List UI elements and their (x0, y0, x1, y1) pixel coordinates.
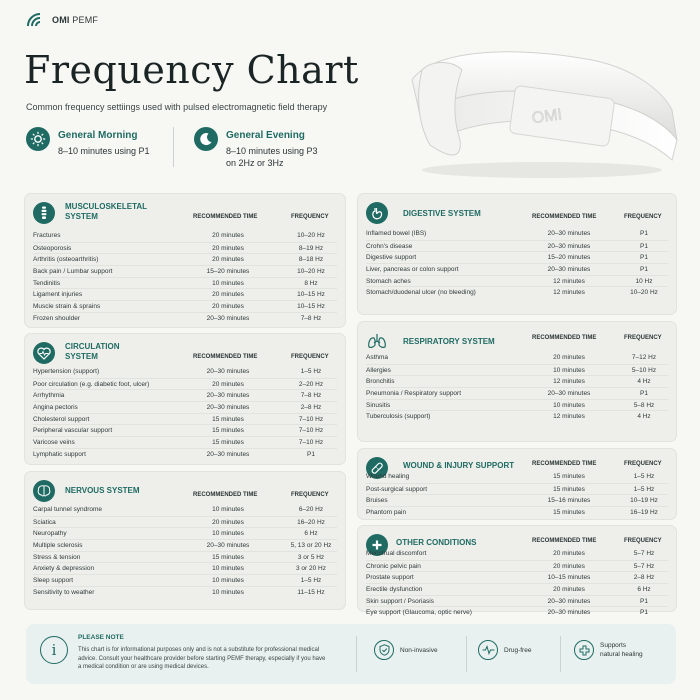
table-row (33, 448, 337, 460)
session-evening (194, 127, 318, 169)
frequency-cell: P1 (640, 230, 648, 237)
table-row (33, 413, 337, 425)
condition-cell: Phantom pain (366, 509, 407, 517)
col-header-frequency: FREQUENCY (291, 492, 329, 498)
col-header-time: RECOMMENDED TIME (193, 354, 258, 360)
condition-cell: Prostate support (366, 574, 414, 582)
time-cell: 15–20 minutes (206, 268, 250, 276)
table-row (33, 277, 337, 289)
col-header-time: RECOMMENDED TIME (532, 335, 597, 341)
badge-label: Supports natural healing (600, 642, 643, 658)
frequency-cell: 10–20 Hz (297, 268, 325, 276)
table-row (33, 551, 337, 563)
time-cell: 20 minutes (212, 244, 244, 252)
time-cell: 10 minutes (212, 279, 244, 287)
table-row (33, 230, 337, 242)
condition-cell: Back pain / Lumbar support (33, 268, 113, 276)
time-cell: 20–30 minutes (206, 450, 250, 458)
col-header-time: RECOMMENDED TIME (532, 538, 597, 544)
shield-check-icon (374, 640, 394, 660)
time-cell: 12 minutes (553, 378, 585, 386)
session-desc: 8–10 minutes using P3 on 2Hz or 3Hz (226, 146, 318, 168)
table-body (366, 228, 668, 298)
time-cell: 15–20 minutes (547, 254, 591, 262)
time-cell: 10 minutes (553, 366, 585, 374)
time-cell: 20 minutes (212, 380, 244, 388)
condition-cell: Tuberculosis (support) (366, 413, 431, 421)
frequency-cell: 1–5 Hz (300, 368, 322, 375)
time-cell: 20 minutes (212, 256, 244, 264)
time-cell: 20–30 minutes (547, 390, 591, 398)
stomach-icon (366, 202, 388, 224)
table-row (366, 286, 668, 298)
table-row (33, 312, 337, 324)
table-row (366, 583, 668, 595)
divider (560, 636, 561, 672)
table-row (33, 366, 337, 378)
frequency-cell: 11–15 Hz (297, 588, 325, 596)
table-body (33, 504, 337, 598)
wifi-signal-icon (26, 12, 46, 28)
frequency-cell: 3 or 20 Hz (296, 565, 326, 573)
table-row (33, 288, 337, 300)
frequency-cell: 5, 13 or 20 Hz (290, 542, 332, 550)
table-row (33, 401, 337, 413)
condition-cell: Angina pectoris (33, 404, 78, 412)
card-title: OTHER CONDITIONS (396, 538, 477, 547)
time-cell: 15 minutes (553, 485, 585, 493)
condition-cell: Carpal tunnel syndrome (33, 506, 103, 513)
time-cell: 10 minutes (553, 401, 585, 409)
frequency-cell: 7–10 Hz (298, 439, 324, 447)
session-desc: 8–10 minutes using P1 (58, 146, 150, 156)
table-body (33, 230, 337, 324)
frequency-cell: 7–8 Hz (300, 392, 322, 400)
frequency-cell: 2–20 Hz (298, 380, 324, 388)
table-row (366, 275, 668, 287)
moon-icon (194, 127, 218, 151)
sun-icon (26, 127, 50, 151)
brand-name: OMI PEMF (52, 15, 99, 25)
time-cell: 10 minutes (212, 530, 244, 538)
condition-cell: Stomach aches (366, 277, 411, 285)
condition-cell: Muscle strain & sprains (33, 303, 101, 311)
frequency-cell: P1 (640, 266, 648, 274)
time-cell: 15 minutes (553, 509, 585, 517)
frequency-cell: 6 Hz (637, 586, 651, 594)
condition-cell: Stomach/duodenal ulcer (no bleeding) (366, 289, 476, 297)
frequency-cell: 10–20 Hz (630, 289, 658, 297)
frequency-cell: 6 Hz (304, 530, 318, 538)
frequency-cell: P1 (640, 242, 648, 250)
condition-cell: Pneumonia / Respiratory support (366, 390, 462, 398)
table-row (33, 527, 337, 539)
table-row (33, 242, 337, 254)
table-row (33, 516, 337, 528)
table-row (366, 251, 668, 263)
badge-label: Non-invasive (400, 646, 438, 654)
col-header-time: RECOMMENDED TIME (193, 214, 258, 220)
brand-logo (26, 12, 98, 28)
lungs-icon (366, 330, 388, 352)
frequency-cell: P1 (640, 254, 648, 262)
badge-non-invasive (374, 640, 438, 660)
time-cell: 15 minutes (212, 439, 244, 447)
frequency-cell: 7–10 Hz (298, 427, 324, 435)
table-row (366, 506, 668, 518)
card-title: CIRCULATION SYSTEM (65, 342, 120, 361)
condition-cell: Sleep support (33, 577, 74, 585)
frequency-cell: 5–7 Hz (633, 562, 655, 570)
condition-cell: Sinusitis (366, 401, 391, 409)
table-row (33, 574, 337, 586)
frequency-cell: 10–15 Hz (297, 303, 325, 311)
card-respiratory-system (357, 321, 677, 442)
frequency-cell: 2–8 Hz (300, 404, 322, 412)
session-morning (26, 127, 150, 157)
condition-cell: Allergies (366, 366, 391, 374)
condition-cell: Ligament injuries (33, 291, 83, 299)
note-title: PLEASE NOTE (78, 634, 124, 641)
table-row (33, 562, 337, 574)
frequency-cell: 5–8 Hz (633, 401, 655, 409)
time-cell: 20–30 minutes (547, 609, 591, 617)
table-body (366, 548, 668, 618)
table-row (33, 253, 337, 265)
card-circulation (24, 333, 346, 465)
condition-cell: Bronchitis (366, 378, 395, 386)
condition-cell: Arthritis (osteoarthritis) (33, 256, 99, 264)
card-title: NERVOUS SYSTEM (65, 486, 140, 495)
condition-cell: Cholesterol support (33, 415, 90, 423)
table-row (366, 560, 668, 572)
condition-cell: Peripheral vascular support (33, 427, 113, 435)
time-cell: 15 minutes (212, 415, 244, 423)
frequency-cell: 1–5 Hz (300, 577, 322, 585)
badge-label: Drug-free (504, 646, 532, 654)
time-cell: 10–15 minutes (547, 574, 591, 582)
time-cell: 15–16 minutes (547, 497, 591, 505)
col-header-time: RECOMMENDED TIME (193, 492, 258, 498)
pemf-belt-image (392, 30, 692, 180)
time-cell: 20–30 minutes (206, 314, 250, 322)
badge-drug-free (478, 640, 531, 660)
condition-cell: Anxiety & depression (33, 565, 95, 573)
condition-cell: Frozen shoulder (33, 314, 80, 322)
condition-cell: Varicose veins (33, 439, 75, 447)
col-header-frequency: FREQUENCY (291, 214, 329, 220)
table-row (33, 504, 337, 516)
note-body: This chart is for informational purposes only and is not a substitute for professional medical advice. Consult your healthcare provider before starting PEMF therapy, especially if you have a medical condition or are using medical devices. (78, 647, 326, 670)
frequency-cell: 10–19 Hz (630, 497, 658, 505)
cross-circle-icon (574, 640, 594, 660)
frequency-cell: 10 Hz (635, 277, 653, 285)
frequency-cell: 8–19 Hz (298, 244, 324, 252)
condition-cell: Digestive support (366, 254, 417, 262)
time-cell: 20 minutes (212, 518, 244, 526)
table-row (366, 228, 668, 240)
condition-cell: Fractures (33, 232, 61, 239)
table-row (366, 364, 668, 376)
card-digestive-system (357, 193, 677, 315)
disclaimer-note (26, 624, 676, 684)
card-title: DIGESTIVE SYSTEM (403, 209, 481, 218)
time-cell: 20–30 minutes (547, 242, 591, 250)
condition-cell: Wound healing (366, 473, 410, 480)
table-row (366, 240, 668, 252)
info-icon: i (40, 636, 68, 664)
frequency-cell: 10–20 Hz (297, 232, 325, 239)
card-other-conditions (357, 525, 677, 617)
frequency-cell: P1 (307, 450, 315, 458)
condition-cell: Liver, pancreas or colon support (366, 266, 459, 274)
condition-cell: Arrhythmia (33, 392, 65, 400)
badge-natural-healing (574, 640, 643, 660)
condition-cell: Erectile dysfunction (366, 586, 423, 594)
table-body (366, 471, 668, 518)
col-header-time: RECOMMENDED TIME (532, 214, 597, 220)
time-cell: 10 minutes (212, 506, 244, 513)
table-row (366, 483, 668, 495)
time-cell: 20–30 minutes (547, 230, 591, 237)
table-row (33, 300, 337, 312)
page-subtitle: Common frequency settiings used with pulsed electromagnetic field therapy (26, 102, 328, 112)
time-cell: 10 minutes (212, 588, 244, 596)
product-logo-text: OMI (530, 106, 564, 128)
table-row (366, 471, 668, 483)
time-cell: 12 minutes (553, 277, 585, 285)
card-title: WOUND & INJURY SUPPORT (403, 461, 515, 470)
condition-cell: Sensitivity to weather (33, 588, 95, 596)
condition-cell: Multiple sclerosis (33, 542, 83, 550)
time-cell: 12 minutes (553, 413, 585, 421)
table-row (366, 352, 668, 364)
frequency-cell: 5–10 Hz (631, 366, 657, 374)
condition-cell: Post-surgical support (366, 485, 428, 493)
divider (356, 636, 357, 672)
frequency-cell: P1 (640, 390, 648, 398)
frequency-cell: 4 Hz (637, 378, 651, 386)
frequency-cell: P1 (640, 609, 648, 617)
table-row (33, 539, 337, 551)
table-row (366, 375, 668, 387)
table-row (366, 606, 668, 618)
condition-cell: Bruises (366, 497, 388, 505)
time-cell: 20 minutes (553, 550, 585, 557)
condition-cell: Sciatica (33, 518, 56, 526)
table-row (366, 387, 668, 399)
condition-cell: Chronic pelvic pain (366, 562, 421, 570)
table-row (366, 595, 668, 607)
condition-cell: Eye support (Glaucoma, optic nerve) (366, 609, 472, 617)
frequency-cell: 2–8 Hz (633, 574, 655, 582)
col-header-frequency: FREQUENCY (291, 354, 329, 360)
time-cell: 20–30 minutes (547, 597, 591, 605)
frequency-cell: 4 Hz (637, 413, 651, 421)
condition-cell: Asthma (366, 354, 389, 361)
table-row (33, 378, 337, 390)
pulse-icon (478, 640, 498, 660)
table-body (366, 352, 668, 422)
table-row (366, 548, 668, 560)
condition-cell: Stress & tension (33, 553, 81, 561)
session-title: General Evening (226, 130, 305, 141)
frequency-cell: 1–5 Hz (633, 485, 655, 493)
time-cell: 20 minutes (212, 291, 244, 299)
condition-cell: Neuropathy (33, 530, 67, 538)
time-cell: 20 minutes (212, 303, 244, 311)
frequency-cell: 6–20 Hz (298, 506, 324, 513)
frequency-cell: 3 or 5 Hz (297, 553, 325, 561)
condition-cell: Poor circulation (e.g. diabetic foot, ulcer) (33, 380, 150, 388)
condition-cell: Osteoporosis (33, 244, 72, 252)
time-cell: 20 minutes (212, 232, 244, 239)
frequency-cell: 7–10 Hz (298, 415, 324, 423)
divider (466, 636, 467, 672)
frequency-cell: 7–8 Hz (300, 314, 322, 322)
session-title: General Morning (58, 130, 138, 141)
divider (173, 127, 174, 167)
condition-cell: Skin support / Psoriasis (366, 597, 434, 605)
table-body (33, 366, 337, 460)
col-header-time: RECOMMENDED TIME (532, 461, 597, 467)
time-cell: 20 minutes (553, 562, 585, 570)
frequency-cell: 7–12 Hz (631, 354, 657, 361)
col-header-frequency: FREQUENCY (624, 461, 662, 467)
condition-cell: Hypertension (support) (33, 368, 100, 375)
time-cell: 20 minutes (553, 586, 585, 594)
frequency-cell: 1–5 Hz (633, 473, 655, 480)
time-cell: 20–30 minutes (206, 392, 250, 400)
time-cell: 15 minutes (553, 473, 585, 480)
time-cell: 20–30 minutes (206, 404, 250, 412)
table-row (33, 424, 337, 436)
time-cell: 20 minutes (553, 354, 585, 361)
frequency-cell: 10–15 Hz (297, 291, 325, 299)
table-row (366, 410, 668, 422)
card-title: MUSCULOSKELETAL SYSTEM (65, 202, 148, 221)
table-row (33, 436, 337, 448)
time-cell: 12 minutes (553, 289, 585, 297)
frequency-cell: P1 (640, 597, 648, 605)
table-row (366, 399, 668, 411)
table-row (33, 389, 337, 401)
frequency-cell: 8 Hz (304, 279, 318, 287)
page-title: Frequency Chart (24, 48, 359, 92)
col-header-frequency: FREQUENCY (624, 538, 662, 544)
table-row (366, 494, 668, 506)
table-row (33, 265, 337, 277)
condition-cell: Tendinitis (33, 279, 61, 287)
frequency-cell: 16–20 Hz (297, 518, 325, 526)
frequency-cell: 5–7 Hz (633, 550, 655, 557)
condition-cell: Crohn's disease (366, 242, 413, 250)
card-title: RESPIRATORY SYSTEM (403, 337, 495, 346)
spine-icon (33, 202, 55, 224)
frequency-cell: 8–18 Hz (298, 256, 324, 264)
card-nervous-system (24, 471, 346, 610)
condition-cell: Menstrual discomfort (366, 550, 427, 557)
card-musculoskeletal (24, 193, 346, 328)
time-cell: 10 minutes (212, 577, 244, 585)
time-cell: 10 minutes (212, 565, 244, 573)
table-row (366, 571, 668, 583)
card-wound-injury (357, 448, 677, 520)
col-header-frequency: FREQUENCY (624, 214, 662, 220)
time-cell: 20–30 minutes (547, 266, 591, 274)
table-row (366, 263, 668, 275)
condition-cell: Lymphatic support (33, 450, 86, 458)
time-cell: 20–30 minutes (206, 542, 250, 550)
brain-icon (33, 480, 55, 502)
time-cell: 15 minutes (212, 427, 244, 435)
heart-pulse-icon (33, 342, 55, 364)
time-cell: 20–30 minutes (206, 368, 250, 375)
table-row (33, 586, 337, 598)
frequency-cell: 16–19 Hz (630, 509, 658, 517)
col-header-frequency: FREQUENCY (624, 335, 662, 341)
time-cell: 15 minutes (212, 553, 244, 561)
condition-cell: Inflamed bowel (IBS) (366, 230, 427, 237)
